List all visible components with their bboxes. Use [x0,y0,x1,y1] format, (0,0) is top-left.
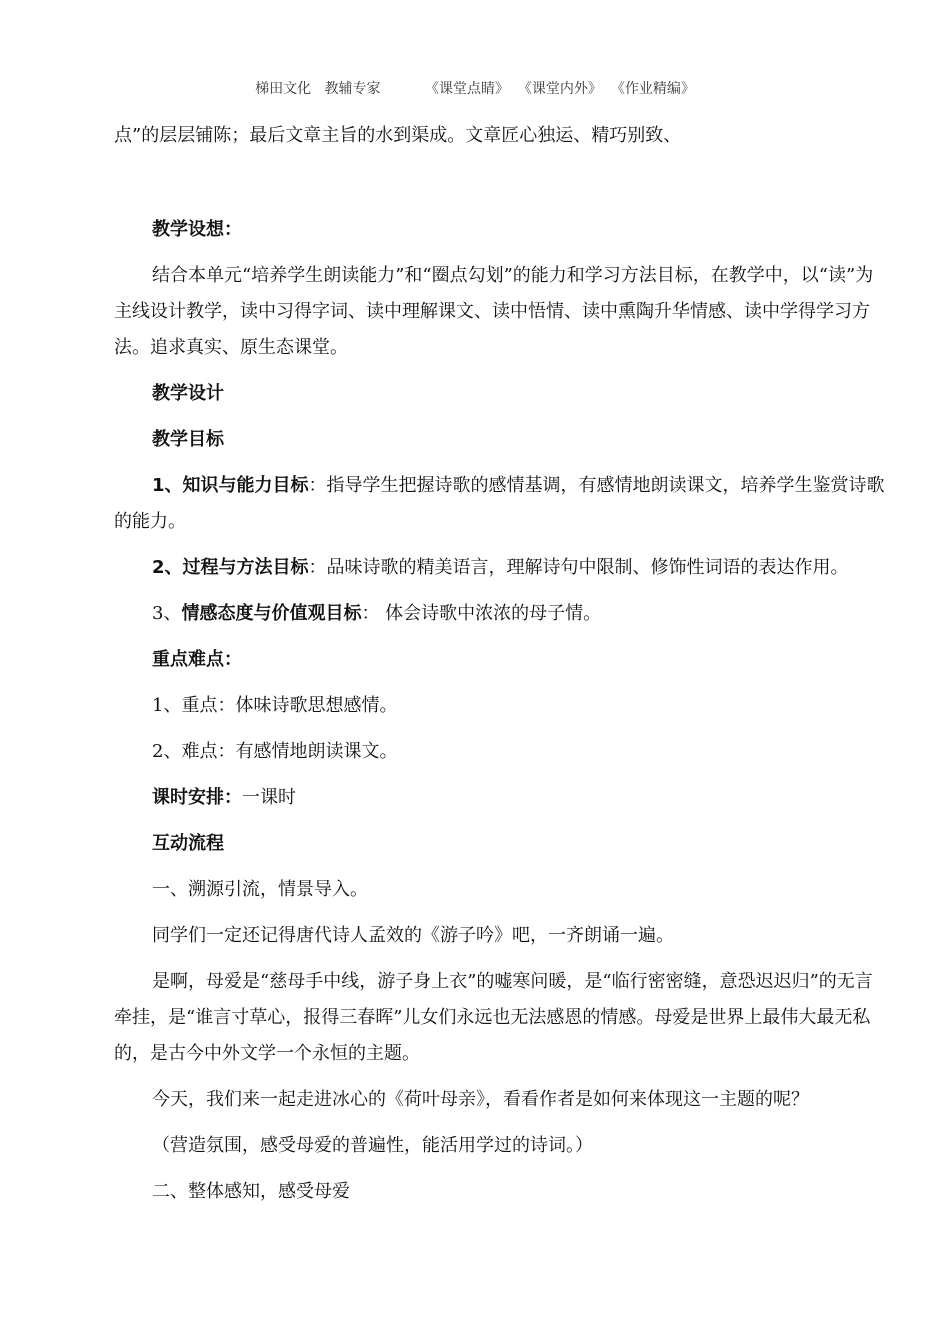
heading-teaching-goals: 教学目标 [152,429,224,450]
heading-key-points: 重点难点： [152,649,242,670]
page-header: 梯田文化 教辅专家 《课堂点睛》 《课堂内外》 《作业精编》 [255,81,695,97]
step-1-paragraph-3: 今天，我们来一起走进冰心的《荷叶母亲》，看看作者是如何来体现这一主题的呢？ [152,1089,809,1110]
heading-interactive-flow: 互动流程 [152,833,224,854]
key-point-2: 2、难点：有感情地朗读课文。 [152,741,398,762]
key-point-1: 1、重点：体味诗歌思想感情。 [152,695,398,716]
schedule [114,780,889,816]
schedule-value: 一课时 [242,787,296,808]
step-1-paragraph-1: 同学们一定还记得唐代诗人孟效的《游子吟》吧，一齐朗诵一遍。 [152,925,674,946]
goal-1-label: 1、知识与能力目标 [152,475,309,496]
intro-tail-paragraph: 点”的层层铺陈；最后文章主旨的水到渠成。文章匠心独运、精巧别致、 [114,125,682,146]
heading-teaching-design: 教学设计 [152,383,224,404]
goal-3-number: 3、 [152,603,182,624]
goal-2 [114,550,889,586]
concept-paragraph: 结合本单元“培养学生朗读能力”和“圈点勾划”的能力和学习方法目标，在教学中，以“读”为主线设计教学，读中习得字词、读中理解课文、读中悟情、读中熏陶升华情感、读中学得学习方法。追求真实、原生态课堂。 [114,265,874,358]
goal-3-label: 情感态度与价值观目标 [181,603,362,624]
goal-3 [114,596,889,632]
step-1-title: 一、溯源引流，情景导入。 [152,879,368,900]
schedule-label: 课时安排： [152,787,242,808]
heading-teaching-concept: 教学设想： [152,219,242,240]
goal-2-text: ：品味诗歌的精美语言，理解诗句中限制、修饰性词语的表达作用。 [308,557,849,578]
spacer [114,154,889,212]
goal-2-label: 2、过程与方法目标 [152,557,309,578]
step-1-paragraph-2: 是啊，母爱是“慈母手中线，游子身上衣”的嘘寒问暖，是“临行密密缝，意恐迟迟归”的无言牵挂，是“谁言寸草心，报得三春晖”儿女们永远也无法感恩的情感。母爱是世界上最伟大最无私的，是古今中外文学一个永恒的主题。 [114,971,873,1064]
step-2-title: 二、整体感知，感受母爱 [152,1181,350,1202]
goal-1-text: ：指导学生把握诗歌的感情基调，有感情地朗读课文，培养学生鉴赏诗歌的能力。 [114,475,885,532]
document-body [114,118,889,1220]
goal-3-text: ： 体会诗歌中浓浓的母子情。 [361,603,602,624]
goal-1 [114,468,889,540]
step-1-note: （营造氛围，感受母爱的普遍性，能活用学过的诗词。） [152,1135,593,1156]
